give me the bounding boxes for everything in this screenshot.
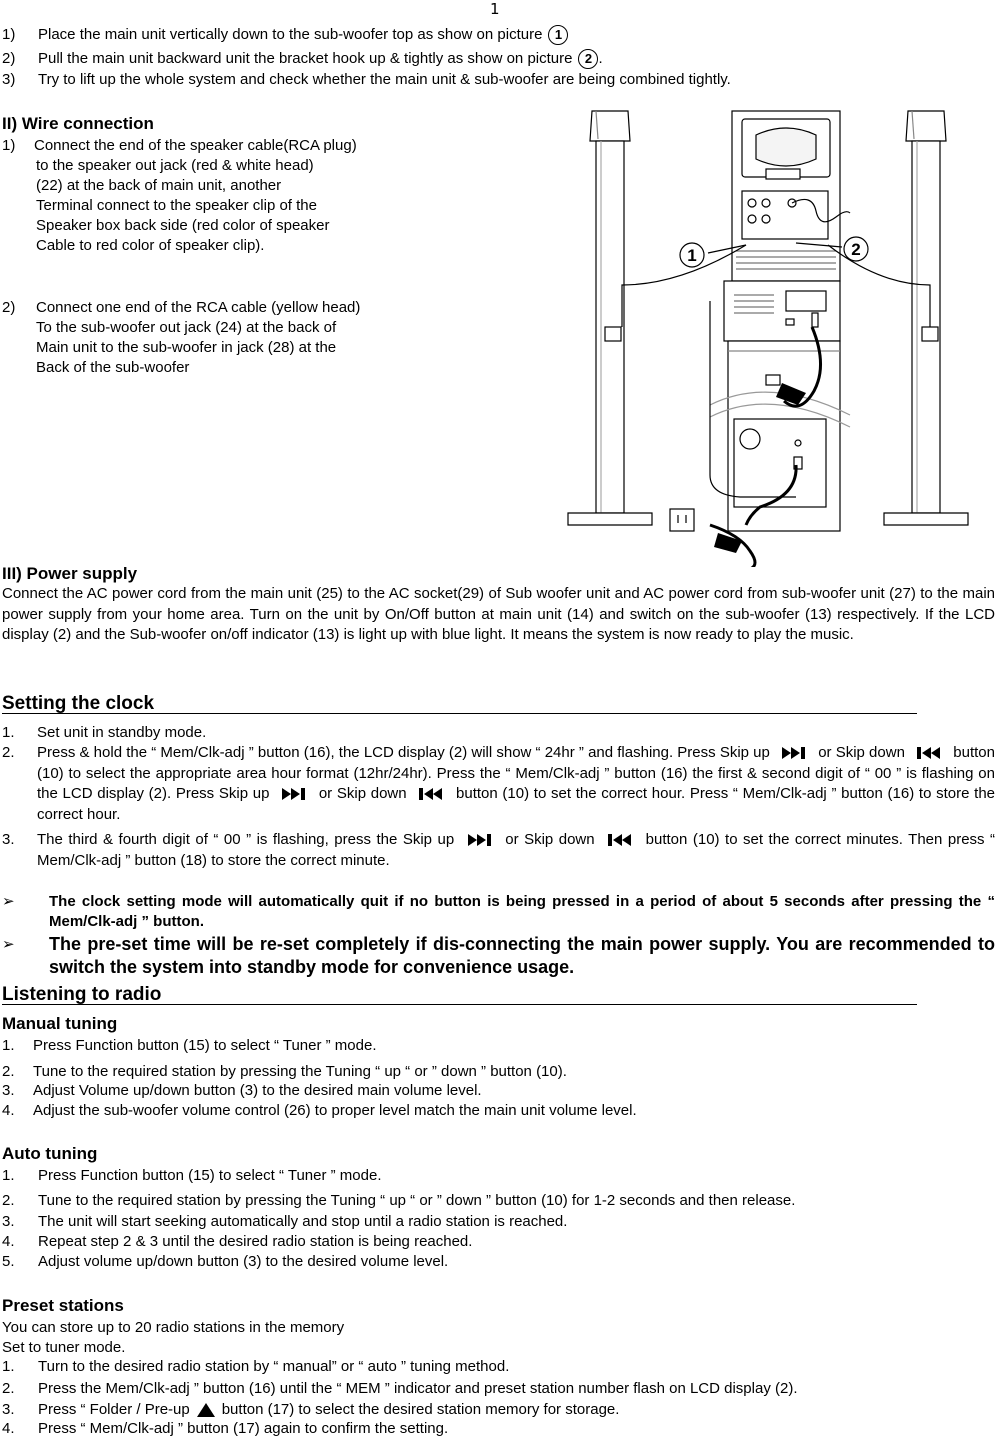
power-heading: III) Power supply [2,564,138,583]
preset-intro-2: Set to tuner mode. [2,1339,126,1356]
intro-step-2: 2) Pull the main unit backward unit the bracket hook up & tightly as show on picture 2 . [2,49,603,69]
auto-tuning-heading: Auto tuning [2,1144,98,1163]
clock-note-2: ➢ The pre-set time will be re-set completely if dis-connecting the main power supply. You are recommended to switch the system into standby mode for convenience usage. [2,934,995,977]
wire-item-2-line: To the sub-woofer out jack (24) at the back of [36,319,337,336]
clock-heading-rule [2,713,917,714]
radio-heading-rule [2,1004,917,1005]
callout-2-label: 2 [851,240,861,259]
manual-step-4: 4. Adjust the sub-woofer volume control (26) to proper level match the main unit volume level. [2,1102,637,1119]
preset-step-1: 1. Turn to the desired radio station by “ manual” or “ auto ” tuning method. [2,1358,510,1375]
wire-item-1-line: Cable to red color of speaker clip). [36,237,265,254]
auto-step-1: 1. Press Function button (15) to select “ Tuner ” mode. [2,1167,382,1184]
clock-step-1: 1. Set unit in standby mode. [2,724,207,741]
wiring-diagram [560,105,996,567]
manual-tuning-heading: Manual tuning [2,1014,118,1033]
preset-step-4: 4. Press “ Mem/Clk-adj ” button (17) again to confirm the setting. [2,1420,449,1437]
preset-step-3: 3. Press “ Folder / Pre-up button (17) to select the desired station memory for storage. [2,1401,620,1418]
manual-step-3: 3. Adjust Volume up/down button (3) to the desired main volume level. [2,1082,482,1099]
wire-item-2-line: Connect one end of the RCA cable (yellow head) [36,299,361,316]
preset-stations-heading: Preset stations [2,1296,124,1315]
manual-step-2: 2. Tune to the required station by pressing the Tuning “ up “ or ” down ” button (10). [2,1063,567,1080]
wire-item-1-line: Connect the end of the speaker cable(RCA plug) [34,137,357,154]
skip-down-icon [915,746,943,760]
auto-step-3: 3. The unit will start seeking automatically and stop until a radio station is reached. [2,1213,568,1230]
intro-step-3: 3) Try to lift up the whole system and check whether the main unit & sub-woofer are being combined tightly. [2,71,731,88]
wire-item-1-line: Speaker box back side (red color of speaker [36,217,330,234]
wire-item-1-line: to the speaker out jack (red & white head) [36,157,314,174]
manual-step-1: 1. Press Function button (15) to select “ Tuner ” mode. [2,1037,377,1054]
clock-heading: Setting the clock [2,693,155,714]
picture-1-badge: 1 [548,25,568,45]
arrow-bullet-icon: ➢ [2,893,15,910]
wire-item-1-line: Terminal connect to the speaker clip of the [36,197,317,214]
preset-intro-1: You can store up to 20 radio stations in the memory [2,1319,345,1336]
wire-heading: II) Wire connection [2,114,154,133]
clock-step-2: 2. Press & hold the “ Mem/Clk-adj ” button (16), the LCD display (2) will show “ 24hr ” and flashing. Press Skip up or Skip down button (10) to select the appropriate area hour format (12hr/24hr). Press the “ Mem/Clk-adj ” button (16) the first & second digit of “ 00 ” is flashing on the LCD display (2). Press Skip up or Skip down button (10) to set the correct hour. Press “ Mem/Clk-adj ” button (16) to store the correct hour. [2,744,996,823]
callout-1-label: 1 [687,246,697,265]
folder-pre-up-icon [196,1402,216,1418]
power-paragraph: Connect the AC power cord from the main unit (25) to the AC socket(29) of Sub woofer unit and AC power cord from sub-woofer unit (27) to the main power supply from your home area. Turn on the unit by On/Off button at main unit (14) and switch on the sub-woofer (13) respectively. If the LCD display (2) and the Sub-woofer on/off indicator (13) is light up with blue light. It means the system is now ready to play the music. [2,585,995,643]
skip-up-icon [466,833,494,847]
intro-step-1: 1) Place the main unit vertically down to the sub-woofer top as show on picture 1 [2,25,568,45]
skip-up-icon [280,787,308,801]
clock-note-1: ➢ The clock setting mode will automatically quit if no button is being pressed in a period of about 5 seconds after pressing the “ Mem/Clk-adj ” button. [2,893,995,930]
preset-step-2: 2. Press the Mem/Clk-adj ” button (16) until the “ MEM ” indicator and preset station number flash on LCD display (2). [2,1380,798,1397]
skip-down-icon [606,833,634,847]
skip-down-icon [417,787,445,801]
auto-step-4: 4. Repeat step 2 & 3 until the desired radio station is being reached. [2,1233,473,1250]
wire-item-1-num: 1) [2,137,16,154]
wire-item-2-line: Main unit to the sub-woofer in jack (28) at the [36,339,337,356]
radio-heading: Listening to radio [2,984,162,1005]
skip-up-icon [780,746,808,760]
picture-2-badge: 2 [578,49,598,69]
wire-item-2-line: Back of the sub-woofer [36,359,190,376]
auto-step-2: 2. Tune to the required station by pressing the Tuning “ up “ or ” down ” button (10) for 1-2 seconds and then release. [2,1192,796,1209]
arrow-bullet-icon: ➢ [2,936,15,953]
wire-item-2-num: 2) [2,299,16,316]
wire-item-1-line: (22) at the back of main unit, another [36,177,282,194]
auto-step-5: 5. Adjust volume up/down button (3) to the desired volume level. [2,1253,449,1270]
clock-step-3: 3. The third & fourth digit of “ 00 ” is flashing, press the Skip up or Skip down button (10) to set the correct minutes. Then press “ Mem/Clk-adj ” button (18) to store the correct minute. [2,831,996,869]
page-number: 1 [490,0,500,18]
